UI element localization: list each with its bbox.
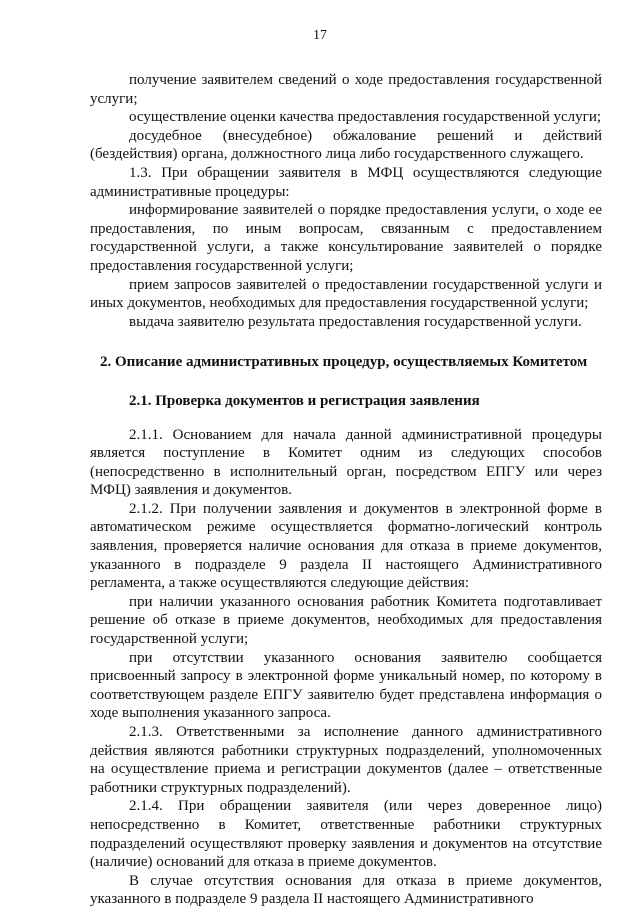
document-body — [90, 71, 602, 909]
paragraph: 2.1.4. При обращении заявителя (или через доверенное лицо) непосредственно в Комитет, ответственные работники структурных подразделений осуществляют проверку заявления и документов на отсутствие (наличие) оснований для отказа в приеме документов. — [90, 798, 602, 871]
paragraph: прием запросов заявителей о предоставлении государственной услуги и иных документов, необходимых для предоставления государственной услуги; — [90, 276, 602, 312]
paragraph: 2.1.3. Ответственными за исполнение данного административного действия являются работники структурных подразделений, уполномоченных на осуществление приема и регистрации документов (далее – ответственные работники структурных подразделений). — [90, 724, 602, 796]
paragraph: 2.1.2. При получении заявления и документов в электронной форме в автоматическом режиме осуществляется форматно-логический контроль заявления, проверяется наличие основания для отказа в приеме документов, указанного в подразделе 9 раздела II настоящего Административного регламента, а также осуществляются следующие действия: — [90, 500, 602, 592]
paragraph: осуществление оценки качества предоставления государственной услуги; — [129, 109, 602, 126]
paragraph: получение заявителем сведений о ходе предоставления государственной услуги; — [90, 72, 602, 107]
paragraph: 1.3. При обращении заявителя в МФЦ осуществляются следующие административные процедуры: — [90, 164, 602, 200]
paragraph: при отсутствии указанного основания заявителю сообщается присвоенный запросу в электронной форме уникальный номер, по которому в соответствующем разделе ЕПГУ заявителю будет представлена информация о ходе выполнения указанного запроса. — [90, 649, 602, 722]
paragraph: выдача заявителю результата предоставления государственной услуги. — [129, 313, 582, 330]
paragraph: 2.1.1. Основанием для начала данной административной процедуры является поступление в Комитет одним из следующих способов (непосредственно в исполнительный орган, посредством ЕПГУ или через МФЦ) заявления и документов. — [90, 426, 602, 499]
paragraph: досудебное (внесудебное) обжалование решений и действий (бездействия) органа, должностного лица либо государственного служащего. — [90, 127, 602, 163]
paragraph: информирование заявителей о порядке предоставления услуги, о ходе ее предоставления, по иным вопросам, связанным с предоставлением государственной услуги, а также консультирование заявителей о порядке предоставления государственной услуги; — [90, 202, 602, 274]
paragraph: В случае отсутствия основания для отказа в приеме документов, указанного в подразделе 9 раздела II настоящего Административного — [90, 872, 602, 908]
subsection-heading: 2.1. Проверка документов и регистрация заявления — [129, 392, 480, 409]
page-number: 17 — [313, 28, 327, 43]
paragraph: при наличии указанного основания работник Комитета подготавливает решение об отказе в приеме документов, необходимых для предоставления государственной услуги; — [90, 593, 602, 648]
section-heading: 2. Описание административных процедур, осуществляемых Комитетом — [100, 354, 588, 371]
